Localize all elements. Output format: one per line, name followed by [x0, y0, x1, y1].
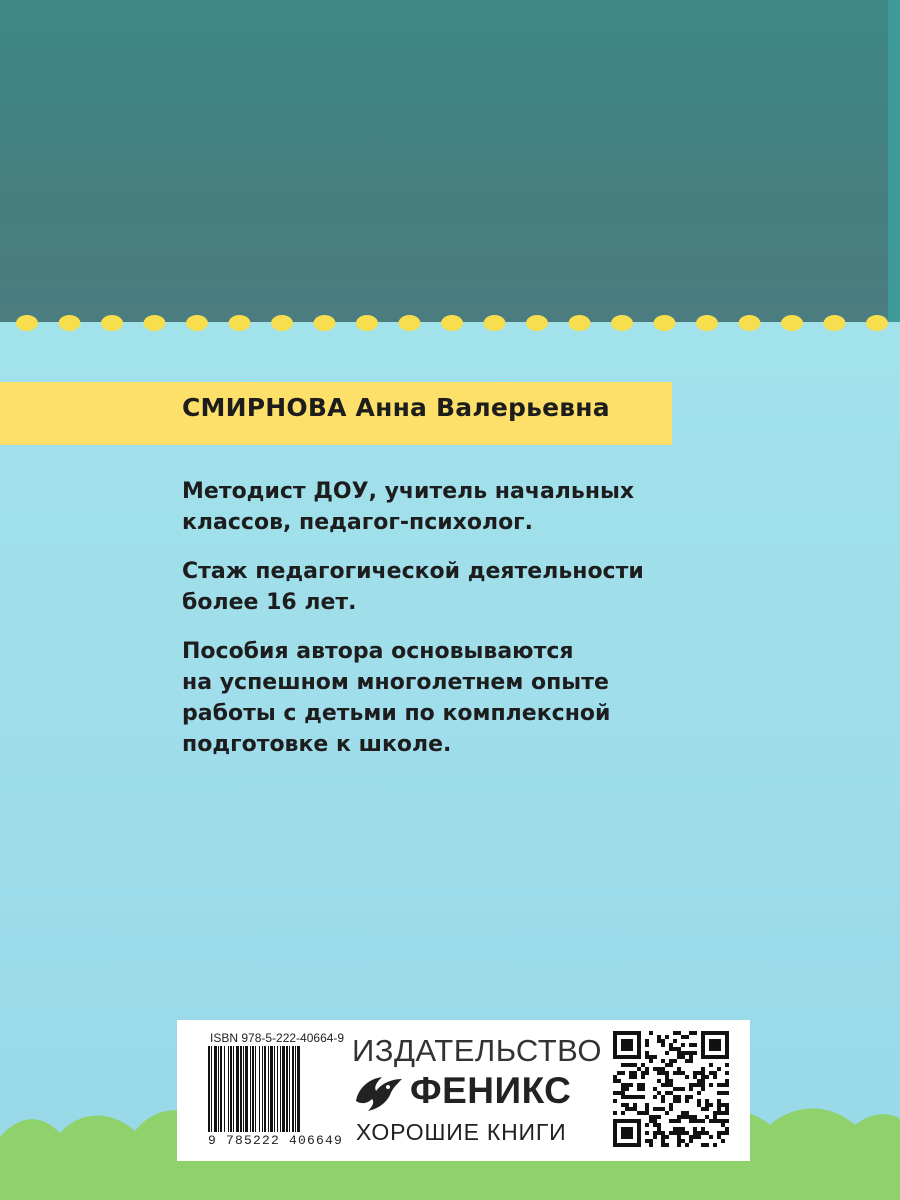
decorative-dot	[441, 315, 463, 331]
bio-line: подготовке к школе.	[182, 732, 452, 757]
decorative-dot	[484, 315, 506, 331]
bio-line: на успешном многолетнем опыте	[182, 670, 609, 695]
decorative-dot	[16, 315, 38, 331]
decorative-dot	[186, 315, 208, 331]
bio-paragraph-position	[182, 476, 742, 538]
decorative-dot	[866, 315, 888, 331]
decorative-dot	[314, 315, 336, 331]
cover-edge	[888, 0, 900, 322]
publisher-name: ФЕНИКС	[410, 1070, 572, 1111]
decorative-dot-border	[0, 311, 900, 335]
barcode-digits: 9 785222 406649	[208, 1133, 344, 1148]
bio-line: Методист ДОУ, учитель начальных	[182, 479, 635, 504]
bio-line: Пособия автора основываются	[182, 639, 574, 664]
decorative-dot	[271, 315, 293, 331]
phoenix-bird-icon	[352, 1071, 406, 1115]
decorative-dot	[101, 315, 123, 331]
isbn-text: ISBN 978-5-222-40664-9	[210, 1031, 345, 1045]
decorative-dot	[59, 315, 81, 331]
decorative-dot	[399, 315, 421, 331]
bio-line: классов, педагог-психолог.	[182, 510, 534, 535]
decorative-dot	[229, 315, 251, 331]
bio-line: более 16 лет.	[182, 590, 357, 615]
top-teal-band	[0, 0, 900, 322]
decorative-dot	[611, 315, 633, 331]
bio-line: работы с детьми по комплексной	[182, 701, 611, 726]
bio-line: Стаж педагогической деятельности	[182, 559, 644, 584]
decorative-dot	[824, 315, 846, 331]
decorative-dot	[144, 315, 166, 331]
decorative-dot	[654, 315, 676, 331]
decorative-dot	[739, 315, 761, 331]
publisher-label: ИЗДАТЕЛЬСТВО	[352, 1033, 602, 1068]
decorative-dot	[569, 315, 591, 331]
isbn-barcode	[208, 1046, 340, 1132]
decorative-dot	[696, 315, 718, 331]
author-name: СМИРНОВА Анна Валерьевна	[182, 393, 610, 422]
decorative-dot	[781, 315, 803, 331]
publisher-slogan: ХОРОШИЕ КНИГИ	[356, 1119, 567, 1145]
decorative-dot	[356, 315, 378, 331]
qr-code-icon	[613, 1031, 729, 1147]
bio-paragraph-experience	[182, 556, 742, 618]
bio-paragraph-methods	[182, 636, 742, 760]
decorative-dot	[526, 315, 548, 331]
